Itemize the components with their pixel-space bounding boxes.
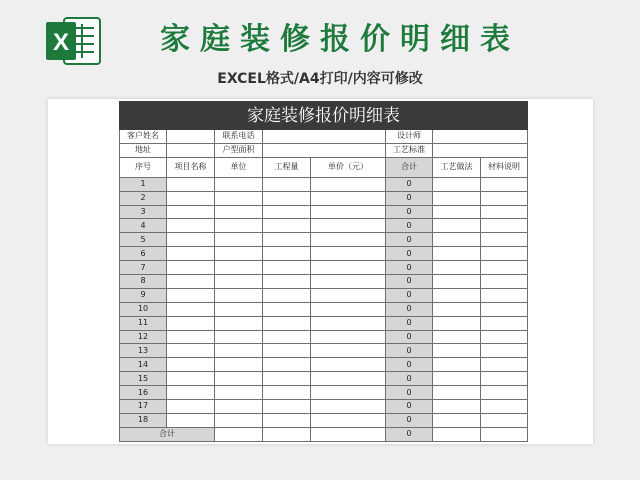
quantity-cell[interactable] bbox=[263, 413, 311, 427]
unit-price-cell[interactable] bbox=[311, 330, 386, 344]
row-total: 0 bbox=[386, 358, 433, 372]
table-row bbox=[120, 413, 528, 427]
quantity-cell[interactable] bbox=[263, 219, 311, 233]
customer-value-cell[interactable] bbox=[167, 130, 215, 144]
row-total: 0 bbox=[386, 330, 433, 344]
unit-price-cell[interactable] bbox=[311, 288, 386, 302]
unit-cell[interactable] bbox=[215, 400, 263, 414]
unit-cell[interactable] bbox=[215, 219, 263, 233]
material-cell[interactable] bbox=[481, 219, 528, 233]
col-header-process: 工艺做法 bbox=[433, 157, 481, 177]
unit-price-cell[interactable] bbox=[311, 191, 386, 205]
excel-logo-letter: X bbox=[52, 29, 70, 56]
item-name-cell[interactable] bbox=[167, 344, 215, 358]
process-cell[interactable] bbox=[433, 288, 481, 302]
table-row bbox=[120, 400, 528, 414]
quantity-cell[interactable] bbox=[263, 247, 311, 261]
unit-cell[interactable] bbox=[215, 372, 263, 386]
process-cell[interactable] bbox=[433, 177, 481, 191]
item-name-cell[interactable] bbox=[167, 316, 215, 330]
area-value-cell[interactable] bbox=[263, 143, 386, 157]
material-cell[interactable] bbox=[481, 247, 528, 261]
row-total: 0 bbox=[386, 219, 433, 233]
standard-label: 工艺标准 bbox=[386, 143, 433, 157]
unit-cell[interactable] bbox=[215, 288, 263, 302]
row-total: 0 bbox=[386, 247, 433, 261]
quantity-cell[interactable] bbox=[263, 358, 311, 372]
designer-label: 设计师 bbox=[386, 130, 433, 144]
total-material-cell[interactable] bbox=[481, 427, 528, 441]
row-total: 0 bbox=[386, 233, 433, 247]
address-value-cell[interactable] bbox=[167, 143, 215, 157]
table-row bbox=[120, 358, 528, 372]
row-number: 4 bbox=[120, 219, 167, 233]
item-name-cell[interactable] bbox=[167, 233, 215, 247]
table-row bbox=[120, 372, 528, 386]
unit-cell[interactable] bbox=[215, 358, 263, 372]
table-row bbox=[120, 219, 528, 233]
excel-logo-icon bbox=[44, 16, 102, 66]
material-cell[interactable] bbox=[481, 288, 528, 302]
unit-cell[interactable] bbox=[215, 413, 263, 427]
row-number: 5 bbox=[120, 233, 167, 247]
table-row bbox=[120, 177, 528, 191]
material-cell[interactable] bbox=[481, 233, 528, 247]
col-header-price: 单价（元） bbox=[311, 157, 386, 177]
unit-cell[interactable] bbox=[215, 191, 263, 205]
item-name-cell[interactable] bbox=[167, 219, 215, 233]
table-row bbox=[120, 344, 528, 358]
phone-value-cell[interactable] bbox=[263, 130, 386, 144]
total-unit-cell[interactable] bbox=[215, 427, 263, 441]
material-cell[interactable] bbox=[481, 177, 528, 191]
quantity-cell[interactable] bbox=[263, 288, 311, 302]
total-process-cell[interactable] bbox=[433, 427, 481, 441]
col-header-quantity: 工程量 bbox=[263, 157, 311, 177]
designer-value-cell[interactable] bbox=[433, 130, 528, 144]
process-cell[interactable] bbox=[433, 316, 481, 330]
row-number: 3 bbox=[120, 205, 167, 219]
unit-price-cell[interactable] bbox=[311, 205, 386, 219]
quantity-cell[interactable] bbox=[263, 386, 311, 400]
unit-price-cell[interactable] bbox=[311, 372, 386, 386]
row-total: 0 bbox=[386, 386, 433, 400]
process-cell[interactable] bbox=[433, 400, 481, 414]
unit-price-cell[interactable] bbox=[311, 358, 386, 372]
phone-label: 联系电话 bbox=[215, 130, 263, 144]
process-cell[interactable] bbox=[433, 233, 481, 247]
quantity-cell[interactable] bbox=[263, 302, 311, 316]
process-cell[interactable] bbox=[433, 330, 481, 344]
row-total: 0 bbox=[386, 205, 433, 219]
unit-price-cell[interactable] bbox=[311, 316, 386, 330]
item-name-cell[interactable] bbox=[167, 261, 215, 275]
row-number: 8 bbox=[120, 275, 167, 289]
unit-price-cell[interactable] bbox=[311, 413, 386, 427]
row-number: 12 bbox=[120, 330, 167, 344]
item-name-cell[interactable] bbox=[167, 275, 215, 289]
row-total: 0 bbox=[386, 191, 433, 205]
table-row bbox=[120, 288, 528, 302]
quantity-cell[interactable] bbox=[263, 344, 311, 358]
row-number: 16 bbox=[120, 386, 167, 400]
row-total: 0 bbox=[386, 261, 433, 275]
row-number: 11 bbox=[120, 316, 167, 330]
quantity-cell[interactable] bbox=[263, 261, 311, 275]
row-number: 9 bbox=[120, 288, 167, 302]
item-name-cell[interactable] bbox=[167, 330, 215, 344]
quantity-cell[interactable] bbox=[263, 205, 311, 219]
row-number: 2 bbox=[120, 191, 167, 205]
item-name-cell[interactable] bbox=[167, 288, 215, 302]
row-number: 14 bbox=[120, 358, 167, 372]
material-cell[interactable] bbox=[481, 316, 528, 330]
table-row bbox=[120, 386, 528, 400]
process-cell[interactable] bbox=[433, 386, 481, 400]
material-cell[interactable] bbox=[481, 261, 528, 275]
process-cell[interactable] bbox=[433, 261, 481, 275]
col-header-unit: 单位 bbox=[215, 157, 263, 177]
item-name-cell[interactable] bbox=[167, 386, 215, 400]
col-header-item: 项目名称 bbox=[167, 157, 215, 177]
customer-label: 客户姓名 bbox=[120, 130, 167, 144]
unit-cell[interactable] bbox=[215, 316, 263, 330]
process-cell[interactable] bbox=[433, 372, 481, 386]
row-number: 13 bbox=[120, 344, 167, 358]
process-cell[interactable] bbox=[433, 275, 481, 289]
table-row bbox=[120, 302, 528, 316]
row-total: 0 bbox=[386, 177, 433, 191]
item-name-cell[interactable] bbox=[167, 247, 215, 261]
quantity-cell[interactable] bbox=[263, 275, 311, 289]
quantity-cell[interactable] bbox=[263, 177, 311, 191]
material-cell[interactable] bbox=[481, 413, 528, 427]
col-header-material: 材料说明 bbox=[481, 157, 528, 177]
item-name-cell[interactable] bbox=[167, 191, 215, 205]
unit-cell[interactable] bbox=[215, 330, 263, 344]
item-name-cell[interactable] bbox=[167, 413, 215, 427]
process-cell[interactable] bbox=[433, 358, 481, 372]
row-total: 0 bbox=[386, 372, 433, 386]
total-row bbox=[120, 427, 528, 441]
unit-cell[interactable] bbox=[215, 261, 263, 275]
process-cell[interactable] bbox=[433, 205, 481, 219]
page-subtitle: EXCEL格式/A4打印/内容可修改 bbox=[217, 71, 423, 87]
unit-price-cell[interactable] bbox=[311, 400, 386, 414]
unit-cell[interactable] bbox=[215, 386, 263, 400]
row-number: 1 bbox=[120, 177, 167, 191]
standard-value-cell[interactable] bbox=[433, 143, 528, 157]
sheet-title: 家庭装修报价明细表 bbox=[120, 102, 528, 130]
material-cell[interactable] bbox=[481, 275, 528, 289]
unit-cell[interactable] bbox=[215, 233, 263, 247]
quantity-cell[interactable] bbox=[263, 191, 311, 205]
unit-cell[interactable] bbox=[215, 177, 263, 191]
quantity-cell[interactable] bbox=[263, 330, 311, 344]
unit-price-cell[interactable] bbox=[311, 247, 386, 261]
material-cell[interactable] bbox=[481, 400, 528, 414]
unit-cell[interactable] bbox=[215, 205, 263, 219]
material-cell[interactable] bbox=[481, 330, 528, 344]
row-total: 0 bbox=[386, 302, 433, 316]
page-title: 家庭装修报价明细表 bbox=[160, 22, 520, 57]
unit-cell[interactable] bbox=[215, 275, 263, 289]
item-name-cell[interactable] bbox=[167, 400, 215, 414]
address-label: 地址 bbox=[120, 143, 167, 157]
material-cell[interactable] bbox=[481, 358, 528, 372]
material-cell[interactable] bbox=[481, 302, 528, 316]
quantity-cell[interactable] bbox=[263, 372, 311, 386]
quantity-cell[interactable] bbox=[263, 233, 311, 247]
material-cell[interactable] bbox=[481, 386, 528, 400]
row-number: 15 bbox=[120, 372, 167, 386]
process-cell[interactable] bbox=[433, 247, 481, 261]
material-cell[interactable] bbox=[481, 344, 528, 358]
process-cell[interactable] bbox=[433, 344, 481, 358]
unit-price-cell[interactable] bbox=[311, 386, 386, 400]
table-row bbox=[120, 261, 528, 275]
table-row bbox=[120, 205, 528, 219]
item-name-cell[interactable] bbox=[167, 302, 215, 316]
row-number: 18 bbox=[120, 413, 167, 427]
unit-price-cell[interactable] bbox=[311, 344, 386, 358]
item-name-cell[interactable] bbox=[167, 177, 215, 191]
table-row bbox=[120, 191, 528, 205]
process-cell[interactable] bbox=[433, 219, 481, 233]
process-cell[interactable] bbox=[433, 413, 481, 427]
table-row bbox=[120, 316, 528, 330]
item-name-cell[interactable] bbox=[167, 372, 215, 386]
quantity-cell[interactable] bbox=[263, 400, 311, 414]
row-total: 0 bbox=[386, 316, 433, 330]
row-total: 0 bbox=[386, 275, 433, 289]
material-cell[interactable] bbox=[481, 372, 528, 386]
unit-price-cell[interactable] bbox=[311, 261, 386, 275]
process-cell[interactable] bbox=[433, 302, 481, 316]
unit-price-cell[interactable] bbox=[311, 219, 386, 233]
grand-total-value: 0 bbox=[386, 427, 433, 441]
unit-price-cell[interactable] bbox=[311, 233, 386, 247]
material-cell[interactable] bbox=[481, 205, 528, 219]
item-name-cell[interactable] bbox=[167, 358, 215, 372]
material-cell[interactable] bbox=[481, 191, 528, 205]
process-cell[interactable] bbox=[433, 191, 481, 205]
col-header-no: 序号 bbox=[120, 157, 167, 177]
unit-cell[interactable] bbox=[215, 302, 263, 316]
row-total: 0 bbox=[386, 344, 433, 358]
row-number: 10 bbox=[120, 302, 167, 316]
row-total: 0 bbox=[386, 288, 433, 302]
unit-cell[interactable] bbox=[215, 344, 263, 358]
unit-price-cell[interactable] bbox=[311, 302, 386, 316]
row-number: 7 bbox=[120, 261, 167, 275]
row-number: 17 bbox=[120, 400, 167, 414]
table-row bbox=[120, 247, 528, 261]
col-header-total: 合计 bbox=[386, 157, 433, 177]
table-row bbox=[120, 275, 528, 289]
grand-total-label: 合计 bbox=[120, 427, 215, 441]
table-row bbox=[120, 330, 528, 344]
quote-table bbox=[119, 101, 528, 442]
quantity-cell[interactable] bbox=[263, 316, 311, 330]
row-total: 0 bbox=[386, 400, 433, 414]
row-total: 0 bbox=[386, 413, 433, 427]
row-number: 6 bbox=[120, 247, 167, 261]
area-label: 户型面积 bbox=[215, 143, 263, 157]
unit-price-cell[interactable] bbox=[311, 275, 386, 289]
unit-price-cell[interactable] bbox=[311, 177, 386, 191]
total-quantity-cell[interactable] bbox=[263, 427, 311, 441]
total-unit-price-cell[interactable] bbox=[311, 427, 386, 441]
item-name-cell[interactable] bbox=[167, 205, 215, 219]
unit-cell[interactable] bbox=[215, 247, 263, 261]
table-row bbox=[120, 233, 528, 247]
